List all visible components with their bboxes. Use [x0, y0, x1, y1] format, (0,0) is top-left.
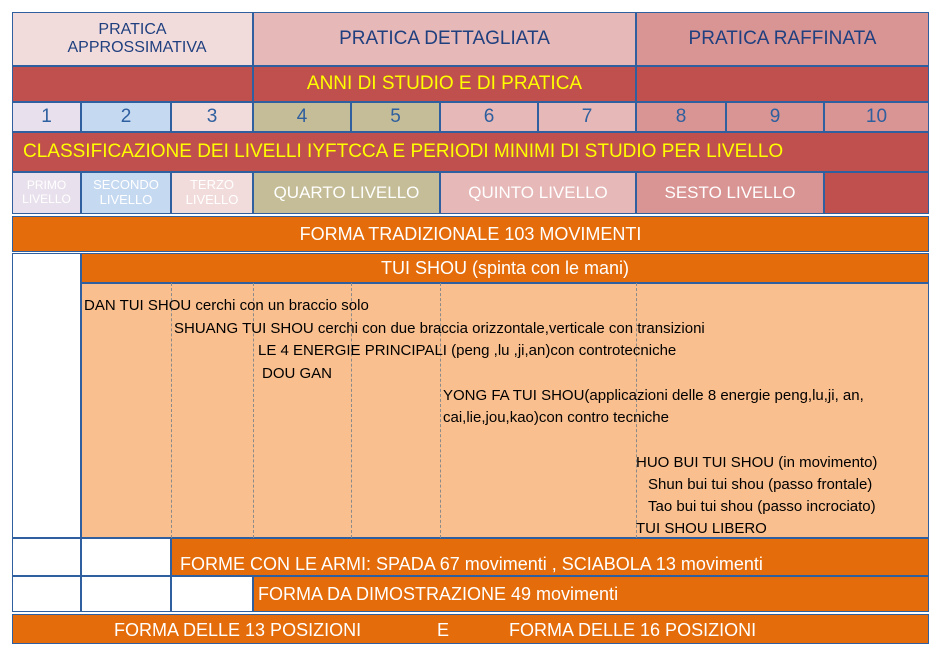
level-fourth — [253, 172, 440, 214]
tui-shou-tao-bui: Tao bui tui shou (passo incrociato) — [648, 498, 876, 515]
demo-empty-2 — [81, 576, 171, 612]
year-cell-1 — [12, 102, 81, 132]
year-label: 8 — [675, 106, 687, 128]
tui-shou-dou-gan: DOU GAN — [262, 365, 333, 382]
classification-title — [12, 132, 929, 172]
positions-conj-label: E — [437, 620, 450, 640]
weapons-empty-1 — [12, 538, 81, 576]
weapons-empty-2 — [81, 538, 171, 576]
level-first-label: PRIMO LIVELLO — [22, 178, 71, 206]
year-label: 5 — [390, 106, 401, 128]
weapons-form-bar — [171, 538, 929, 576]
year-cell-7 — [538, 102, 636, 132]
tui-shou-yong-fa-2: cai,lie,jou,kao)con contro tecniche — [443, 409, 669, 426]
tui-shou-shun-bui: Shun bui tui shou (passo frontale) — [648, 476, 873, 493]
year-label: 7 — [581, 106, 593, 128]
classification-title-label: CLASSIFICAZIONE DEI LIVELLI IYFTCCA E PERIODI MINIMI DI STUDIO PER LIVELLO — [23, 141, 784, 163]
year-cell-8 — [636, 102, 726, 132]
year-label: 1 — [41, 106, 52, 128]
level-second — [81, 172, 171, 214]
level-empty — [824, 172, 929, 214]
year-cell-9 — [726, 102, 824, 132]
weapons-form-label: FORME CON LE ARMI: SPADA 67 movimenti , SCIABOLA 13 movimenti — [180, 553, 763, 574]
tui-shou-energie: LE 4 ENERGIE PRINCIPALI (peng ,lu ,ji,an)con controtecniche — [258, 342, 677, 359]
header-approx — [12, 12, 253, 66]
traditional-form-label: FORMA TRADIZIONALE 103 MOVIMENTI — [299, 223, 642, 244]
level-first — [12, 172, 81, 214]
year-cell-3 — [171, 102, 253, 132]
tui-shou-shuang: SHUANG TUI SHOU cerchi con due braccia orizzontale,verticale con transizioni — [174, 320, 705, 337]
year-label: 4 — [296, 106, 308, 128]
years-left-block — [12, 66, 253, 102]
tui-shou-title-bar — [81, 253, 929, 283]
tui-shou-title-label: TUI SHOU (spinta con le mani) — [380, 257, 630, 278]
year-label: 10 — [865, 106, 888, 128]
tui-shou-huo-bui: HUO BUI TUI SHOU (in movimento) — [636, 454, 878, 471]
level-sixth-label: SESTO LIVELLO — [664, 183, 796, 203]
positions-right-label: FORMA DELLE 16 POSIZIONI — [509, 620, 757, 640]
year-cell-4 — [253, 102, 351, 132]
header-detailed-label: PRATICA DETTAGLIATA — [339, 28, 550, 50]
traditional-form-bar — [12, 216, 929, 252]
left-empty-column — [12, 253, 81, 538]
demo-form-label: FORMA DA DIMOSTRAZIONE 49 movimenti — [258, 583, 619, 604]
years-right-block — [636, 66, 929, 102]
positions-left-label: FORMA DELLE 13 POSIZIONI — [114, 620, 362, 640]
year-label: 9 — [769, 106, 781, 128]
demo-form-bar — [253, 576, 929, 612]
demo-empty-3 — [171, 576, 253, 612]
year-label: 2 — [120, 106, 132, 128]
level-sixth — [636, 172, 824, 214]
year-cell-5 — [351, 102, 440, 132]
years-title — [253, 66, 636, 102]
header-refined — [636, 12, 929, 66]
year-cell-10 — [824, 102, 929, 132]
tui-shou-yong-fa-1: YONG FA TUI SHOU(applicazioni delle 8 energie peng,lu,ji, an, — [443, 387, 864, 404]
header-refined-label: PRATICA RAFFINATA — [688, 28, 877, 50]
year-cell-2 — [81, 102, 171, 132]
column-divider — [171, 283, 172, 538]
level-third — [171, 172, 253, 214]
level-second-label: SECONDO LIVELLO — [93, 177, 159, 207]
level-third-label: TERZO LIVELLO — [185, 177, 239, 207]
level-fourth-label: QUARTO LIVELLO — [273, 183, 420, 203]
tui-shou-dan: DAN TUI SHOU cerchi con un braccio solo — [84, 297, 369, 314]
year-label: 3 — [206, 106, 218, 128]
demo-empty-1 — [12, 576, 81, 612]
header-detailed — [253, 12, 636, 66]
year-label: 6 — [483, 106, 495, 128]
header-approx-label: PRATICA APPROSSIMATIVA — [67, 20, 207, 56]
tui-shou-libero: TUI SHOU LIBERO — [636, 520, 767, 537]
year-cell-6 — [440, 102, 538, 132]
years-title-label: ANNI DI STUDIO E DI PRATICA — [306, 73, 583, 95]
level-fifth — [440, 172, 636, 214]
level-fifth-label: QUINTO LIVELLO — [468, 183, 608, 203]
